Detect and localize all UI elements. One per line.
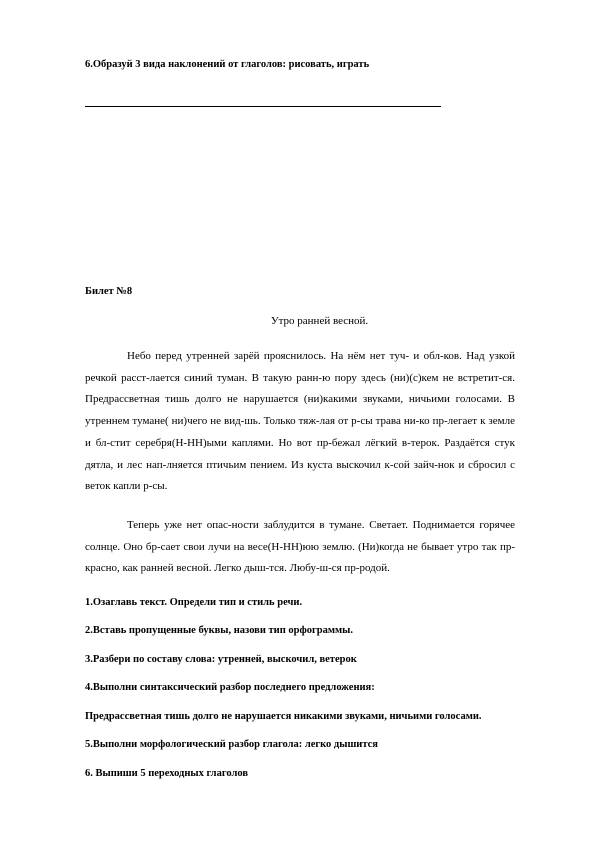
task-3: 3.Разбери по составу слова: утренней, выскочил, ветерок xyxy=(85,654,357,665)
task-6: 6. Выпиши 5 переходных глаголов xyxy=(85,768,248,779)
task6-heading xyxy=(85,58,369,71)
paragraph-2 xyxy=(85,515,515,580)
task-2: 2.Вставь пропущенные буквы, назови тип орфограммы. xyxy=(85,625,354,636)
task6-verbs: рисовать, играть xyxy=(288,59,370,70)
task-1: 1.Озаглавь текст. Определи тип и стиль речи. xyxy=(85,597,303,608)
ticket-title: Билет №8 xyxy=(85,286,133,297)
text-title: Утро ранней весной. xyxy=(270,315,369,327)
task-5: 5.Выполни морфологический разбор глагола: легко дышится xyxy=(85,739,378,750)
task-4: 4.Выполни синтаксический разбор последнего предложения: xyxy=(85,682,375,693)
answer-underline xyxy=(85,106,441,107)
task6-prefix: 6.Образуй 3 вида наклонений от глаголов: xyxy=(85,59,289,70)
paragraph-1 xyxy=(85,346,515,498)
paragraph-1-text: Небо перед утренней зарёй прояснилось. На нём нет туч- и обл-ков. Над узкой речкой расст-лается синий туман. В такую ранн-ю пору здесь (ни)(с)кем не встретит-ся. Предрассветная тишь долго не нарушается (ни)какими звуками, ничьими голосами. В утреннем тумане( ни)чего не вид-шь. Только тяж-лая от р-сы трава ни-ко пр-легает к земле и бл-стит серебря(Н-НН)ыми каплями. Но вот пр-бежал лёгкий в-терок. Раздаётся стук дятла, и лес нап-лняется птичьим пением. Из куста выскочил к-сой зайч-нок и сбросил с веток капли р-сы. xyxy=(85,350,515,493)
paragraph-2-text: Теперь уже нет опас-ности заблудится в тумане. Светает. Поднимается горячее солнце. Оно бр-сает свои лучи на весе(Н-НН)юю землю. (Ни)когда не бывает утро так пр-красно, как ранней весной. Легко дыш-тся. Любу-ш-ся пр-родой. xyxy=(85,519,515,575)
task-4-sentence: Предрассветная тишь долго не нарушается никакими звуками, ничьими голосами. xyxy=(85,711,482,722)
